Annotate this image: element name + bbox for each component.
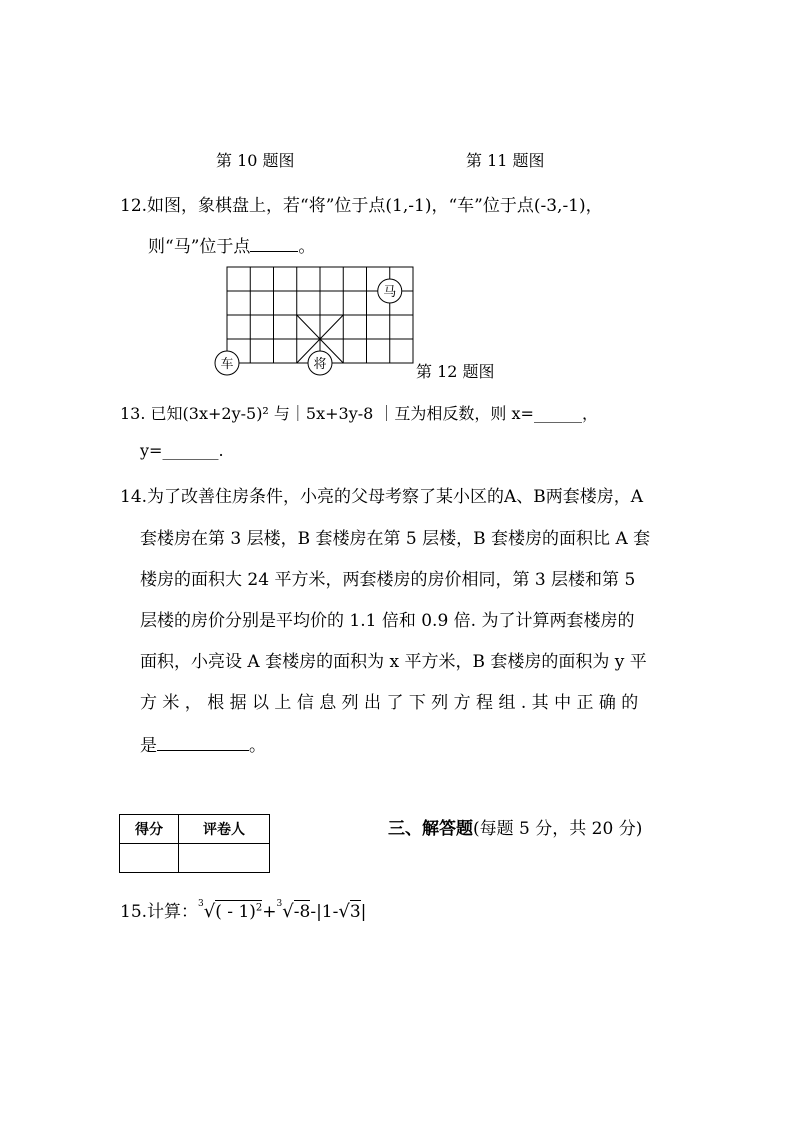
question-15-label: 15.计算：	[120, 902, 199, 922]
root-index-1: 3	[198, 899, 204, 910]
exponent-1: 2	[255, 902, 263, 914]
piece-ma	[378, 279, 402, 303]
question-12-prefix: 则“马”位于点	[148, 237, 251, 257]
piece-jiang	[308, 351, 332, 375]
section-3-note: (每题 5 分，共 20 分)	[473, 819, 643, 839]
score-table	[119, 814, 270, 873]
question-12-suffix: 。	[298, 237, 316, 257]
question-14-last-prefix: 是	[140, 736, 157, 756]
question-14-line-4: 层楼的房价分别是平均价的 1.1 倍和 0.9 倍. 为了计算两套楼房的	[140, 611, 635, 631]
cube-root-1: $^3$√( - 1)$^2$	[198, 899, 263, 922]
question-12-line-2	[148, 232, 315, 257]
question-14-line-1: 14.为了改善住房条件，小亮的父母考察了某小区的A、B两套楼房，A	[120, 487, 644, 507]
question-14-line-6: 方 米 ， 根 据 以 上 信 息 列 出 了 下 列 方 程 组 . 其 中 正 确 的	[140, 693, 639, 713]
grader-header: 评卷人	[179, 815, 270, 844]
piece-che	[215, 351, 239, 375]
radicand-2: -8	[293, 902, 311, 922]
score-cell[interactable]	[120, 844, 179, 873]
abs-close: |	[360, 902, 367, 922]
question-14-line-5: 面积，小亮设 A 套楼房的面积为 x 平方米，B 套楼房的面积为 y 平	[140, 652, 647, 672]
section-3-title: 三、解答题	[388, 819, 473, 839]
section-3-heading	[388, 814, 642, 839]
question-14-line-2: 套楼房在第 3 层楼，B 套楼房在第 5 层楼，B 套楼房的面积比 A 套	[140, 529, 651, 549]
grader-cell[interactable]	[179, 844, 270, 873]
question-15	[120, 897, 366, 922]
abs-inner: 1-	[321, 902, 339, 922]
question-13-line-1: 13. 已知(3x+2y-5)² 与｜5x+3y-8 ｜互为相反数，则 x=______，	[120, 404, 598, 423]
question-12-line-1: 12.如图，象棋盘上，若“将”位于点(1,-1)，“车”位于点(-3,-1)，	[120, 196, 603, 216]
cube-root-2: $^3$√-8	[276, 899, 311, 922]
radicand-1: ( - 1)	[215, 902, 256, 922]
figure-10-caption: 第 10 题图	[216, 151, 295, 170]
minus-sign: -	[310, 902, 317, 922]
piece-ma-label: 马	[383, 285, 397, 300]
answer-blank-q12	[250, 235, 298, 252]
piece-che-label: 车	[220, 357, 234, 372]
chessboard-figure	[208, 262, 420, 380]
answer-blank-q14	[157, 734, 249, 751]
plus-sign: +	[262, 902, 277, 922]
question-14-line-3: 楼房的面积大 24 平方米，两套楼房的房价相同，第 3 层楼和第 5	[140, 570, 636, 590]
question-14-line-7	[140, 731, 266, 756]
radicand-3: 3	[349, 902, 361, 922]
square-root-3: √3	[338, 901, 361, 922]
figure-11-caption: 第 11 题图	[466, 151, 545, 170]
figure-12-caption: 第 12 题图	[416, 362, 495, 381]
piece-jiang-label: 将	[313, 357, 327, 372]
root-index-2: 3	[276, 899, 283, 910]
question-14-last-suffix: 。	[249, 736, 266, 756]
question-13-line-2: y=_______.	[140, 441, 224, 460]
score-header: 得分	[120, 815, 179, 844]
abs-open: |	[316, 902, 322, 922]
